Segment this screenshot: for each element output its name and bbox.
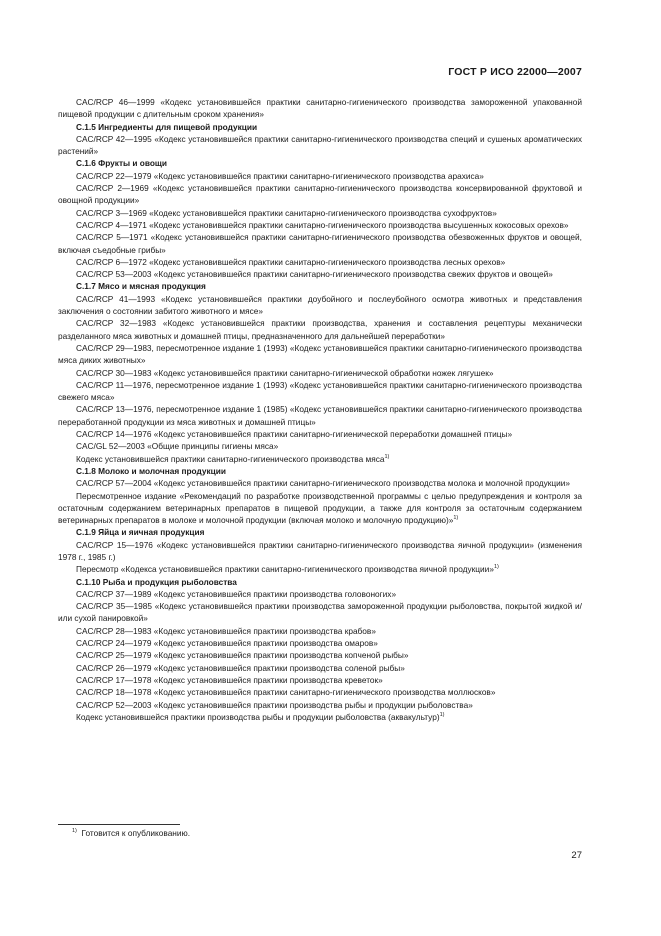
footnote-text: Готовится к опубликованию.: [81, 828, 191, 838]
paragraph-text: CAC/RCP 57—2004 «Кодекс установившейся практики санитарно-гигиенического производства молока и молочной продукции»: [76, 478, 571, 489]
paragraph-text: CAC/RCP 26—1979 «Кодекс установившейся практики производства соленой рыбы»: [76, 662, 405, 673]
paragraph-text: CAC/RCP 25—1979 «Кодекс установившейся практики производства копченой рыбы»: [76, 650, 409, 661]
reference-paragraph: [58, 256, 582, 268]
paragraph-text: CAC/RCP 46—1999 «Кодекс установившейся практики санитарно-гигиенического производства замороженной упакованной пищевой продукции с длительным сроком хранения»: [58, 97, 582, 120]
reference-paragraph: [58, 674, 582, 686]
paragraph-text: CAC/RCP 30—1983 «Кодекс установившейся практики санитарно-гигиенической обработки ножек лягушек»: [76, 367, 494, 378]
reference-paragraph: [58, 686, 582, 698]
document-body: [58, 96, 582, 723]
paragraph-text: CAC/RCP 42—1995 «Кодекс установившейся практики санитарно-гигиенического производства специй и сушеных ароматических растений»: [58, 133, 582, 157]
reference-paragraph: [58, 477, 582, 489]
reference-paragraph: [58, 231, 582, 256]
paragraph-text: С.1.8 Молоко и молочная продукции: [76, 465, 226, 476]
paragraph-text: CAC/RCP 53—2003 «Кодекс установившейся практики санитарно-гигиенического производства свежих фруктов и овощей»: [76, 269, 553, 280]
section-heading: [58, 280, 582, 292]
paragraph-text: CAC/RCP 11—1976, пересмотренное издание 1 (1993) «Кодекс установившейся практики санитарно-гигиенического производства свежего мяса»: [58, 379, 582, 403]
reference-paragraph: [58, 379, 582, 404]
paragraph-text: CAC/RCP 18—1978 «Кодекс установившейся практики санитарно-гигиенического производства моллюсков»: [76, 687, 496, 698]
paragraph-text: CAC/RCP 4—1971 «Кодекс установившейся практики санитарно-гигиенического производства высушенных кокосовых орехов»: [76, 219, 569, 230]
reference-paragraph: [58, 96, 582, 121]
reference-paragraph: [58, 133, 582, 158]
paragraph-text: С.1.7 Мясо и мясная продукция: [76, 281, 206, 292]
reference-paragraph: [58, 699, 582, 711]
footnote-reference: 1): [493, 564, 499, 571]
reference-paragraph: [58, 182, 582, 207]
reference-paragraph: [58, 711, 582, 723]
footnote-reference: 1): [384, 453, 390, 460]
paragraph-text: CAC/RCP 22—1979 «Кодекс установившейся практики санитарно-гигиенического производства арахиса»: [76, 170, 484, 181]
paragraph-text: CAC/RCP 29—1983, пересмотренное издание 1 (1993) «Кодекс установившейся практики санитарно-гигиенического производства мяса диких животных»: [58, 342, 582, 366]
paragraph-text: С.1.6 Фрукты и овощи: [76, 158, 168, 169]
paragraph-text: CAC/RCP 17—1978 «Кодекс установившейся практики производства креветок»: [76, 674, 383, 685]
footnote: [72, 828, 190, 838]
reference-paragraph: [58, 649, 582, 661]
reference-paragraph: [58, 440, 582, 452]
reference-paragraph: [58, 453, 582, 465]
paragraph-text: CAC/RCP 5—1971 «Кодекс установившейся практики санитарно-гигиенического производства обезвоженных фруктов и овощей, включая съедобные грибы»: [58, 232, 582, 255]
paragraph-text: CAC/RCP 52—2003 «Кодекс установившейся практики производства рыбы и продукции рыболовства»: [76, 699, 473, 710]
reference-paragraph: [58, 428, 582, 440]
paragraph-text: CAC/RCP 15—1976 «Кодекс установившейся практики санитарно-гигиенического производства яичной продукции» (изменения 1978 г., 1985 г.): [58, 539, 582, 562]
footnote-reference: 1): [453, 515, 459, 522]
paragraph-text: CAC/RCP 14—1976 «Кодекс установившейся практики санитарно-гигиенической переработки домашней птицы»: [76, 429, 513, 440]
reference-paragraph: [58, 662, 582, 674]
section-heading: [58, 526, 582, 538]
paragraph-text: Кодекс установившейся практики санитарно-гигиенического производства мяса: [76, 453, 385, 464]
reference-paragraph: [58, 207, 582, 219]
section-heading: [58, 576, 582, 588]
reference-paragraph: [58, 219, 582, 231]
paragraph-text: Кодекс установившейся практики производства рыбы и продукции рыболовства (аквакультур): [76, 711, 440, 722]
paragraph-text: С.1.9 Яйца и яичная продукция: [76, 527, 205, 538]
footnote-mark: 1): [72, 828, 77, 835]
page-number: 27: [571, 850, 582, 861]
reference-paragraph: [58, 170, 582, 182]
paragraph-text: С.1.10 Рыба и продукция рыболовства: [76, 576, 237, 587]
paragraph-text: CAC/RCP 2—1969 «Кодекс установившейся практики санитарно-гигиенического производства консервированной фруктовой и овощной продукции»: [58, 183, 582, 206]
reference-paragraph: [58, 317, 582, 342]
paragraph-text: CAC/RCP 37—1989 «Кодекс установившейся практики производства головоногих»: [76, 588, 397, 599]
paragraph-text: С.1.5 Ингредиенты для пищевой продукции: [76, 121, 258, 132]
paragraph-text: CAC/RCP 3—1969 «Кодекс установившейся практики санитарно-гигиенического производства сухофруктов»: [76, 207, 497, 218]
reference-paragraph: [58, 367, 582, 379]
reference-paragraph: [58, 490, 582, 527]
reference-paragraph: [58, 342, 582, 367]
paragraph-text: CAC/RCP 24—1979 «Кодекс установившейся практики производства омаров»: [76, 638, 378, 649]
paragraph-text: CAC/GL 52—2003 «Общие принципы гигиены мяса»: [76, 441, 279, 452]
reference-paragraph: [58, 293, 582, 318]
paragraph-text: Пересмотренное издание «Рекомендаций по разработке производственной программы с целью предупреждения и контроля за остаточным содержанием ветеринарных препаратов в пищевой продукции, а также для контроля за остаточным содержанием ветеринарных препаратов в молоке и молочной продукции (включая молоко и молочную продукцию)»: [58, 490, 582, 526]
paragraph-text: Пересмотр «Кодекса установившейся практики санитарно-гигиенического производства яичной продукции»: [76, 564, 494, 575]
paragraph-text: CAC/RCP 13—1976, пересмотренное издание 1 (1985) «Кодекс установившейся практики санитарно-гигиенического производства переработанной продукции из мяса животных и домашней птицы»: [58, 404, 582, 427]
reference-paragraph: [58, 539, 582, 564]
section-heading: [58, 157, 582, 169]
reference-paragraph: [58, 600, 582, 625]
paragraph-text: CAC/RCP 41—1993 «Кодекс установившейся практики доубойного и послеубойного осмотра животных и представления заключения о состоянии забитого животного и мясе»: [58, 293, 582, 317]
paragraph-text: CAC/RCP 28—1983 «Кодекс установившейся практики производства крабов»: [76, 625, 376, 636]
footnote-reference: 1): [439, 712, 445, 719]
reference-paragraph: [58, 588, 582, 600]
reference-paragraph: [58, 625, 582, 637]
reference-paragraph: [58, 403, 582, 428]
reference-paragraph: [58, 563, 582, 575]
document-header: ГОСТ Р ИСО 22000—2007: [448, 66, 582, 78]
paragraph-text: CAC/RCP 32—1983 «Кодекс установившейся практики производства, хранения и составления рецептуры механически разделанного мяса животных и домашней птицы, предназначенного для дальнейшей переработки»: [58, 318, 582, 341]
footnote-divider: [58, 824, 180, 825]
reference-paragraph: [58, 637, 582, 649]
paragraph-text: CAC/RCP 6—1972 «Кодекс установившейся практики санитарно-гигиенического производства лесных орехов»: [76, 256, 506, 267]
reference-paragraph: [58, 268, 582, 280]
section-heading: [58, 121, 582, 133]
paragraph-text: CAC/RCP 35—1985 «Кодекс установившейся практики производства замороженной продукции рыболовства, покрытой жидкой и/или сухой панировкой»: [58, 601, 582, 624]
section-heading: [58, 465, 582, 477]
